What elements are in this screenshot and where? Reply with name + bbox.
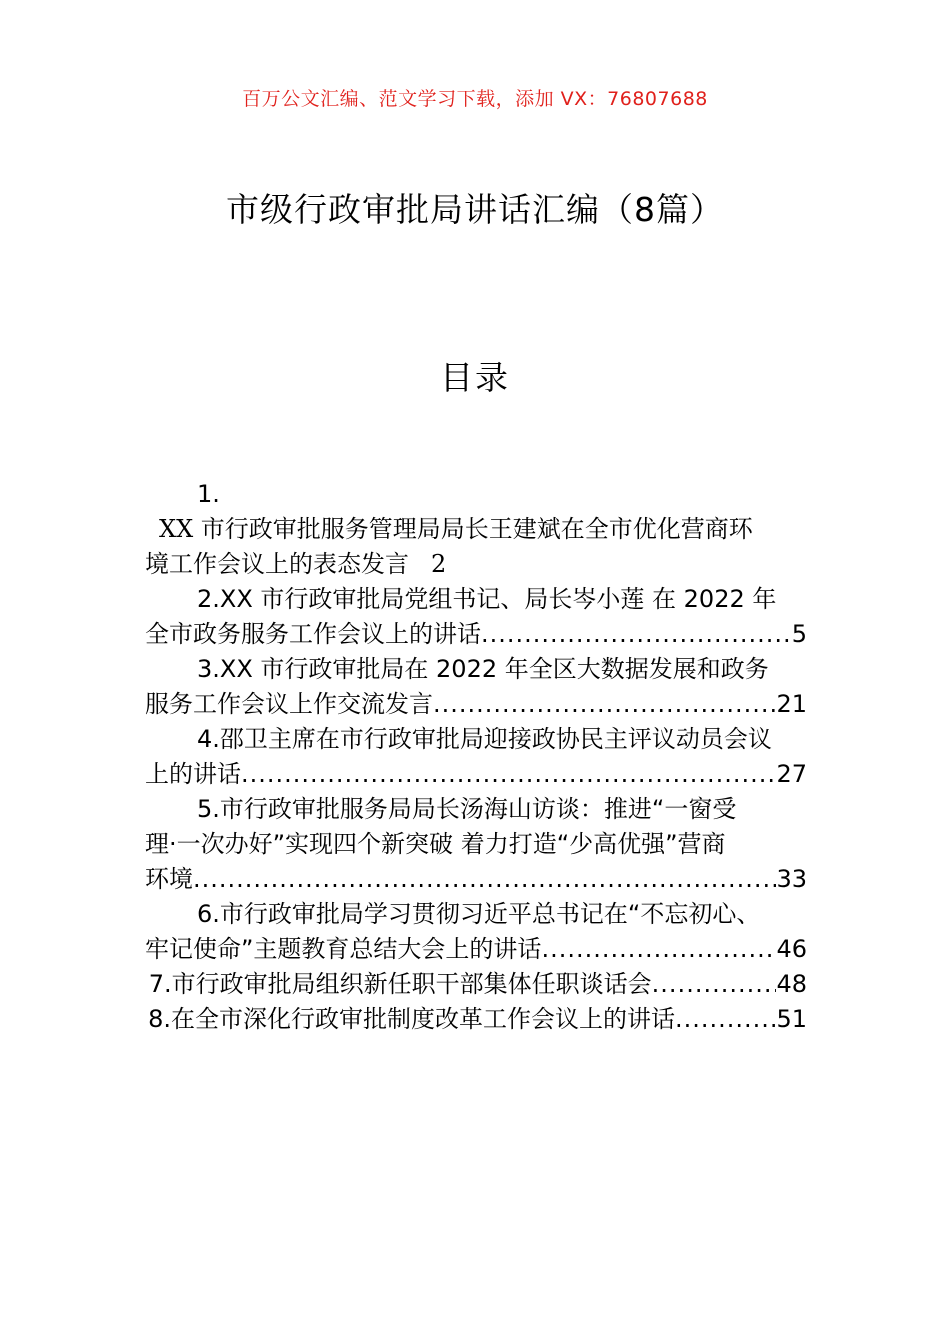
toc-entry-3-text-line2: 服务工作会议上作交流发言 bbox=[145, 690, 433, 718]
toc-entry-8[interactable] bbox=[145, 1002, 807, 1037]
toc-entry-5[interactable] bbox=[145, 792, 807, 897]
toc-entry-4-page: 27 bbox=[776, 760, 807, 788]
toc-entry-2-leader bbox=[481, 617, 792, 652]
toc-entry-6-page: 46 bbox=[776, 935, 807, 963]
toc-entry-6-text-line2: 牢记使命”主题教育总结大会上的讲话 bbox=[145, 935, 542, 963]
toc-entry-6-line1 bbox=[145, 897, 807, 932]
toc-entry-7[interactable] bbox=[145, 967, 807, 1002]
toc-entry-5-text-line1: 5.市行政审批服务局局长汤海山访谈：推进“一窗受 bbox=[197, 795, 737, 823]
toc-entry-2[interactable] bbox=[145, 582, 807, 652]
toc-entry-7-text-line1: 7.市行政审批局组织新任职干部集体任职谈话会 bbox=[148, 970, 652, 998]
toc-entry-5-leader bbox=[193, 862, 776, 897]
toc-entry-3-text-line1: 3.XX 市行政审批局在 2022 年全区大数据发展和政务 bbox=[197, 655, 769, 683]
toc-entry-1-text-line1: XX 市行政审批服务管理局局长王建斌在全市优化营商环 bbox=[159, 515, 753, 543]
toc-entry-8-page: 51 bbox=[776, 1005, 807, 1033]
toc-entry-3-line2 bbox=[145, 687, 807, 722]
toc-entry-6-line2 bbox=[145, 932, 807, 967]
toc-entry-1-line1 bbox=[145, 512, 807, 547]
toc-entry-1-text-line2: 境工作会议上的表态发言 bbox=[145, 550, 409, 578]
toc-heading: 目录 bbox=[440, 358, 510, 397]
toc-entry-1[interactable] bbox=[145, 477, 807, 582]
toc-entry-4-text-line1: 4.邵卫主席在市行政审批局迎接政协民主评议动员会议 bbox=[197, 725, 772, 753]
document-title: 市级行政审批局讲话汇编（8篇） bbox=[226, 190, 724, 229]
toc-entry-7-page: 48 bbox=[776, 970, 807, 998]
toc-entry-6[interactable] bbox=[145, 897, 807, 967]
toc-entry-1-number-line bbox=[145, 477, 807, 512]
toc-entry-5-page: 33 bbox=[776, 865, 807, 893]
toc-entry-5-text-line3: 环境 bbox=[145, 865, 193, 893]
toc-entry-7-line1 bbox=[145, 967, 807, 1002]
toc-entry-5-line2 bbox=[145, 827, 807, 862]
toc-entry-5-line3 bbox=[145, 862, 807, 897]
toc-entry-8-line1 bbox=[145, 1002, 807, 1037]
toc-entry-4-leader bbox=[241, 757, 776, 792]
toc-entry-3-line1 bbox=[145, 652, 807, 687]
toc-entry-8-text-line1: 8.在全市深化行政审批制度改革工作会议上的讲话 bbox=[148, 1005, 675, 1033]
toc-entry-3[interactable] bbox=[145, 652, 807, 722]
toc-entry-4[interactable] bbox=[145, 722, 807, 792]
table-of-contents bbox=[145, 477, 807, 1037]
toc-entry-2-line1 bbox=[145, 582, 807, 617]
toc-entry-2-page: 5 bbox=[791, 620, 807, 648]
toc-entry-5-line1 bbox=[145, 792, 807, 827]
toc-entry-6-leader bbox=[541, 932, 776, 967]
header-watermark-note: 百万公文汇编、范文学习下载，添加 VX：76807688 bbox=[242, 88, 708, 110]
toc-entry-8-leader bbox=[675, 1002, 776, 1037]
toc-entry-1-number: 1. bbox=[197, 480, 220, 508]
toc-entry-2-text-line2: 全市政务服务工作会议上的讲话 bbox=[145, 620, 481, 648]
toc-entry-2-text-line1: 2.XX 市行政审批局党组书记、局长岑小莲 在 2022 年 bbox=[197, 585, 777, 613]
toc-entry-3-page: 21 bbox=[776, 690, 807, 718]
toc-entry-1-line2 bbox=[145, 547, 807, 582]
toc-entry-5-text-line2: 理·一次办好”实现四个新突破 着力打造“少高优强”营商 bbox=[145, 830, 726, 858]
toc-entry-1-page: 2 bbox=[431, 550, 447, 578]
toc-entry-2-line2 bbox=[145, 617, 807, 652]
toc-entry-7-leader bbox=[652, 967, 777, 1002]
toc-entry-6-text-line1: 6.市行政审批局学习贯彻习近平总书记在“不忘初心、 bbox=[197, 900, 761, 928]
toc-entry-4-line2 bbox=[145, 757, 807, 792]
toc-entry-3-leader bbox=[433, 687, 776, 722]
toc-entry-4-text-line2: 上的讲话 bbox=[145, 760, 241, 788]
toc-entry-4-line1 bbox=[145, 722, 807, 757]
